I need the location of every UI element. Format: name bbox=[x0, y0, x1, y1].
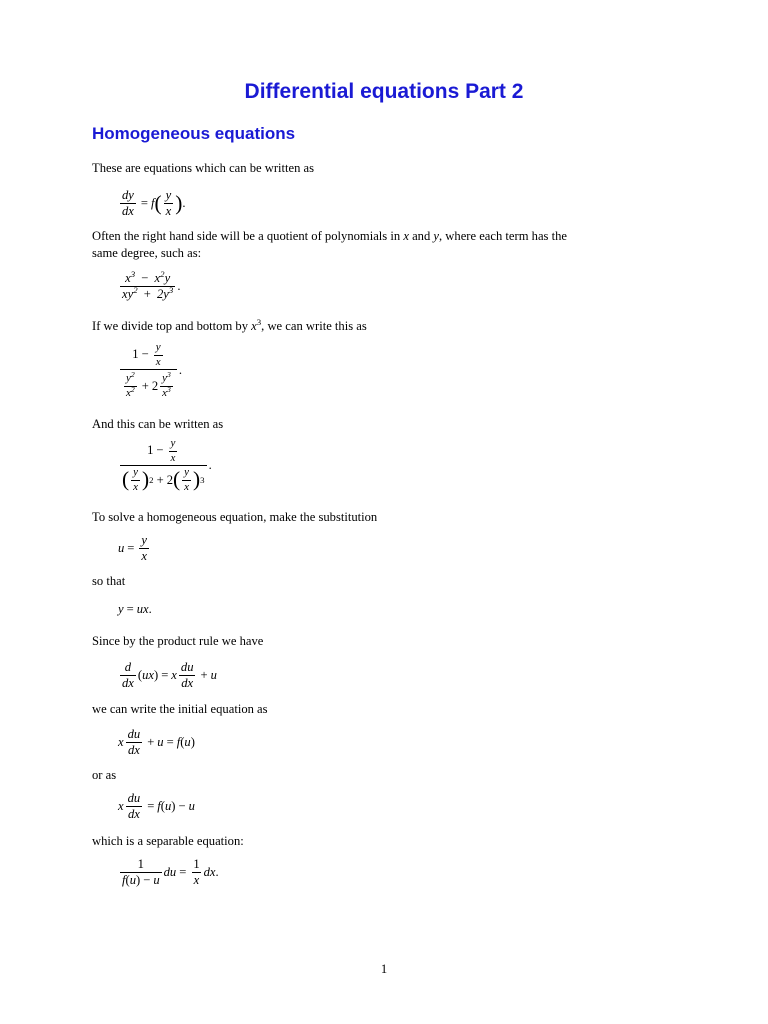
section-heading: Homogeneous equations bbox=[92, 124, 296, 143]
paragraph-rewritten: And this can be written as bbox=[92, 417, 224, 431]
equation-rewritten: 1 − $\frac{y}{x}$ ( $\frac{y}{x}$ ) 2 + 2 ( $\frac{y}{x}$ ) 3 . bbox=[122, 437, 212, 493]
page-number: 1 bbox=[380, 962, 388, 976]
equation-initial: x $\frac{du}{dx}$ + u = f ( u ) bbox=[118, 727, 195, 758]
paragraph-separable: which is a separable equation: bbox=[92, 834, 244, 848]
equation-separable: $\frac{1}{f(u) - u}$ du = $\frac{1}{x}$ dx . bbox=[122, 857, 219, 888]
paragraph-so-that: so that bbox=[92, 574, 126, 588]
page-title: Differential equations Part 2 bbox=[244, 80, 524, 103]
equation-product-rule: $\frac{d}{dx}$ ( ux ) = x $\frac{du}{dx}$ + u bbox=[122, 660, 217, 691]
equation-y-equals-ux: y = ux . bbox=[118, 602, 152, 616]
paragraph-divide: If we divide top and bottom by $x^3$, we can write this as bbox=[92, 317, 367, 333]
paragraph-or-as: or as bbox=[92, 768, 117, 782]
paragraph-product-rule: Since by the product rule we have bbox=[92, 634, 264, 648]
equation-substitution: u = $\frac{y}{x}$ bbox=[118, 533, 147, 564]
equation-definition: $\frac{dy}{dx}$ = f ( $\frac{y}{x}$ ) . bbox=[122, 188, 186, 219]
paragraph-polynomials: Often the right hand side will be a quotient of polynomials in x and y, where each term has the same degree, such as: bbox=[92, 229, 567, 260]
equation-divided: 1 − $\frac{y}{x}$ $\frac{y^2}{x^2}$ + 2 $\frac{y^3}{x^3}$ . bbox=[118, 342, 182, 399]
equation-example-quotient: $\frac{x^3 - x^2y}{xy^2 + 2y^3}$ . bbox=[122, 269, 181, 302]
paragraph-initial-equation: we can write the initial equation as bbox=[92, 702, 268, 716]
paragraph-substitution: To solve a homogeneous equation, make the substitution bbox=[92, 510, 378, 524]
paragraph-intro: These are equations which can be written as bbox=[92, 161, 315, 175]
equation-rearranged: x $\frac{du}{dx}$ = f ( u ) − u bbox=[118, 791, 195, 822]
